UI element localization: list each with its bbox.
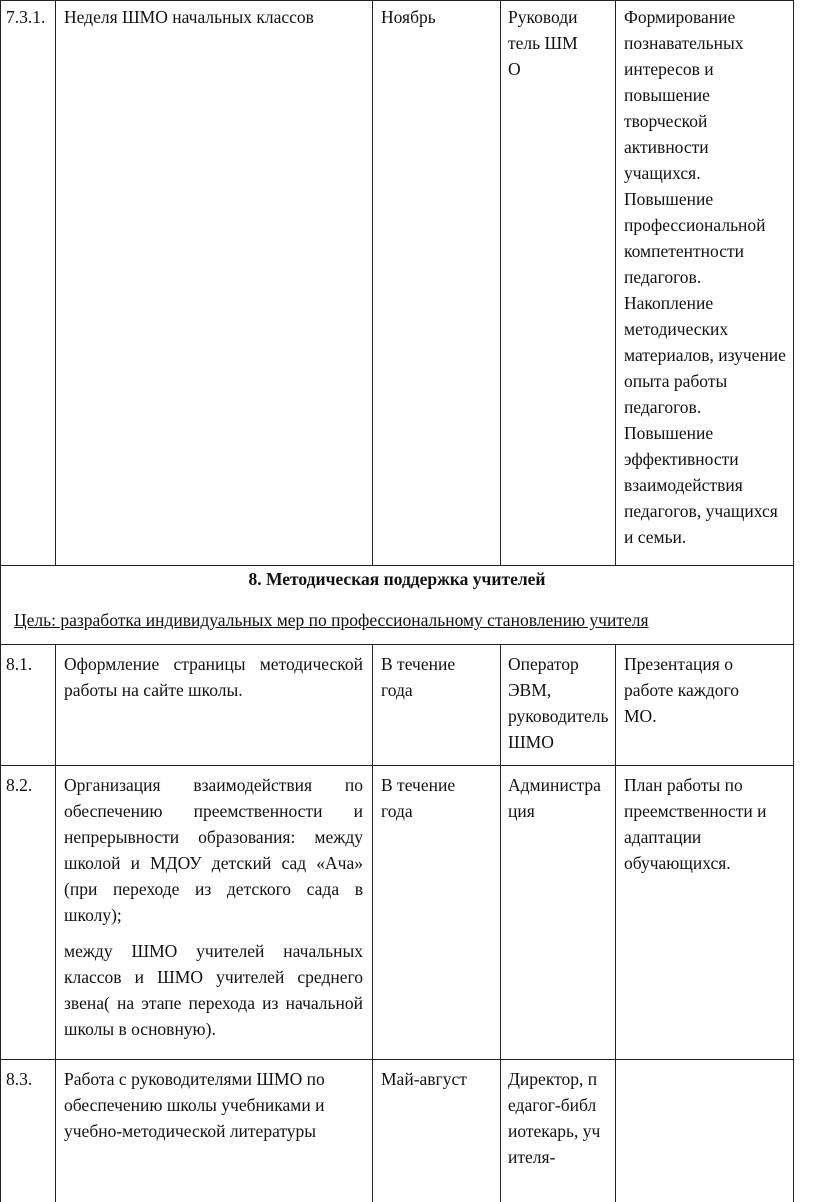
result-cell: Презентация о работе каждого МО. <box>624 654 739 726</box>
row-divider <box>0 644 794 645</box>
responsible-cell: Руководитель ШМО <box>508 7 578 79</box>
event-cell <box>64 651 363 703</box>
responsible-cell: Директор, педагог-библиотекарь, учителя- <box>508 1069 601 1167</box>
result-cell: План работы по преемственности и адаптации обучающихся. <box>624 775 767 873</box>
row-divider <box>0 1059 794 1060</box>
when-cell: Май-август <box>381 1069 467 1089</box>
event-text: Оформление страницы методической работы на сайте школы. <box>64 654 363 700</box>
table-left-border <box>0 0 1 1202</box>
section-heading: 8. Методическая поддержка учителей <box>248 569 546 589</box>
row-divider <box>0 765 794 766</box>
event-cell <box>64 1066 364 1144</box>
table-right-border <box>793 0 794 1202</box>
event-text: между ШМО учителей начальных классов и ШМО учителей среднего звена( на этапе перехода из начальной школы в основную). <box>64 941 363 1039</box>
responsible-cell: Администрация <box>508 775 601 821</box>
when-cell: В течение года <box>381 654 456 700</box>
event-text: Организация взаимодействия по обеспечению преемственности и непрерывности образования: между школой и МДОУ детский сад «Ача» (при переходе из детского сада в школу); <box>64 775 363 925</box>
col-divider-2 <box>372 0 373 565</box>
event-cell <box>64 772 363 1042</box>
result-cell: Формирование познавательных интересов и повышение творческой активности учащихся. Повышение профессиональной компетентности педагогов. Накопление методических материалов, изучение опыта работы педагогов. Повышение эффективности взаимодействия педагогов, учащихся и семьи. <box>624 7 786 547</box>
col-divider-2 <box>372 644 373 1202</box>
col-divider-3 <box>500 0 501 565</box>
event-text: Работа с руководителями ШМО по обеспечению школы учебниками и учебно-методической литературы <box>64 1069 325 1141</box>
col-divider-1 <box>55 644 56 1202</box>
row-number: 8.2. <box>6 775 33 795</box>
section-goal: Цель: разработка индивидуальных мер по профессиональному становлению учителя <box>14 610 649 630</box>
event-text: Неделя ШМО начальных классов <box>64 7 314 27</box>
row-number: 8.3. <box>6 1069 33 1089</box>
row-number: 8.1. <box>6 654 33 674</box>
when-cell: Ноябрь <box>381 7 436 27</box>
row-number: 7.3.1. <box>6 7 46 27</box>
col-divider-3 <box>500 644 501 1202</box>
event-cell <box>64 4 364 30</box>
col-divider-4 <box>615 0 616 565</box>
responsible-cell: Оператор ЭВМ, руководитель ШМО <box>508 654 609 752</box>
col-divider-1 <box>55 0 56 565</box>
when-cell: В течение года <box>381 775 456 821</box>
col-divider-4 <box>615 644 616 1202</box>
table-top-border <box>0 0 794 1</box>
